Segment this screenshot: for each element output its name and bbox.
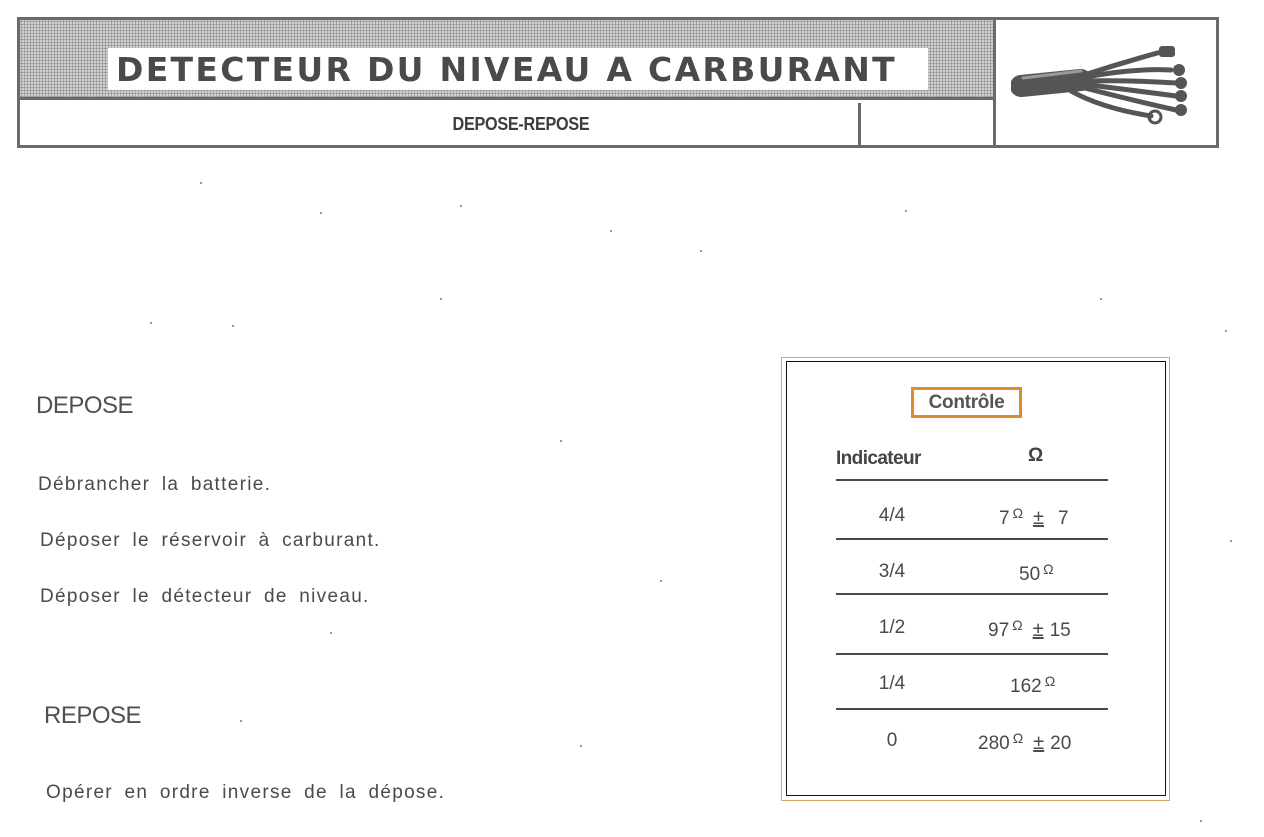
scan-speck (460, 205, 462, 207)
header-title-box (108, 48, 928, 90)
scan-speck (240, 720, 242, 722)
scan-speck (150, 322, 152, 324)
table-cell-value (988, 617, 1071, 642)
table-rule (836, 593, 1108, 595)
plus-minus-icon: ± (1033, 507, 1045, 529)
table-rule (836, 538, 1108, 540)
depose-step: Déposer le détecteur de niveau. (40, 586, 370, 607)
scan-speck (560, 440, 562, 442)
scan-speck (330, 632, 332, 634)
column-header-indicator: Indicateur (836, 448, 921, 469)
header-title-band (20, 20, 995, 100)
tolerance-value: 7 (1058, 508, 1069, 529)
depose-step: Déposer le réservoir à carburant. (40, 530, 381, 551)
scan-speck (700, 250, 702, 252)
resistance-value: 162 (1010, 676, 1042, 697)
resistance-value: 7 (999, 508, 1010, 529)
scan-speck (440, 298, 442, 300)
table-cell-value (1019, 561, 1058, 586)
resistance-value: 50 (1019, 564, 1041, 585)
ohm-unit: Ω (1044, 673, 1056, 689)
scan-speck (320, 212, 322, 214)
table-cell-indicator: 0 (886, 730, 898, 751)
table-cell-indicator: 3/4 (878, 561, 906, 582)
scan-speck (580, 745, 582, 747)
repose-step: Opérer en ordre inverse de la dépose. (46, 782, 446, 803)
table-rule (836, 708, 1108, 710)
scan-speck (1100, 298, 1102, 300)
resistance-value: 280 (978, 733, 1010, 754)
scan-speck (200, 182, 202, 184)
control-title-box (911, 387, 1022, 418)
page-subtitle: DEPOSE-REPOSE (452, 113, 590, 134)
resistance-value: 97 (988, 620, 1010, 641)
plus-minus-icon: ± (1033, 732, 1045, 754)
scan-speck (610, 230, 612, 232)
scan-speck (1200, 820, 1202, 822)
wire-harness-icon (996, 20, 1216, 145)
ohm-unit: Ω (1012, 617, 1023, 633)
ohm-unit: Ω (1043, 561, 1054, 577)
control-table-frame (781, 357, 1170, 801)
header-empty-cell (861, 103, 995, 145)
page-title: DETECTEUR DU NIVEAU A CARBURANT (116, 50, 897, 89)
plus-minus-icon: ± (1032, 619, 1044, 641)
table-cell-indicator: 4/4 (878, 505, 906, 526)
depose-step: Débrancher la batterie. (38, 474, 272, 495)
table-cell-indicator: 1/4 (878, 673, 906, 694)
table-rule (836, 653, 1108, 655)
table-cell-value (978, 730, 1071, 755)
table-cell-value (999, 505, 1069, 530)
scan-speck (905, 210, 907, 212)
table-rule (836, 479, 1108, 481)
scan-speck (1230, 540, 1232, 542)
depose-heading: DEPOSE (36, 392, 134, 419)
control-table-border (786, 361, 1166, 796)
column-header-ohm: Ω (1028, 445, 1043, 466)
ohm-unit: Ω (1012, 505, 1024, 521)
scan-speck (1225, 330, 1227, 332)
control-title: Contrôle (928, 391, 1005, 413)
tolerance-value: 20 (1050, 733, 1072, 754)
table-cell-value (1010, 673, 1059, 698)
table-cell-indicator: 1/2 (878, 617, 906, 638)
tolerance-value: 15 (1049, 620, 1071, 641)
ohm-unit: Ω (1012, 730, 1024, 746)
repose-heading: REPOSE (44, 702, 142, 729)
scan-speck (660, 580, 662, 582)
header-block (17, 17, 1219, 148)
header-subtitle-row (20, 103, 995, 148)
scan-speck (232, 325, 234, 327)
